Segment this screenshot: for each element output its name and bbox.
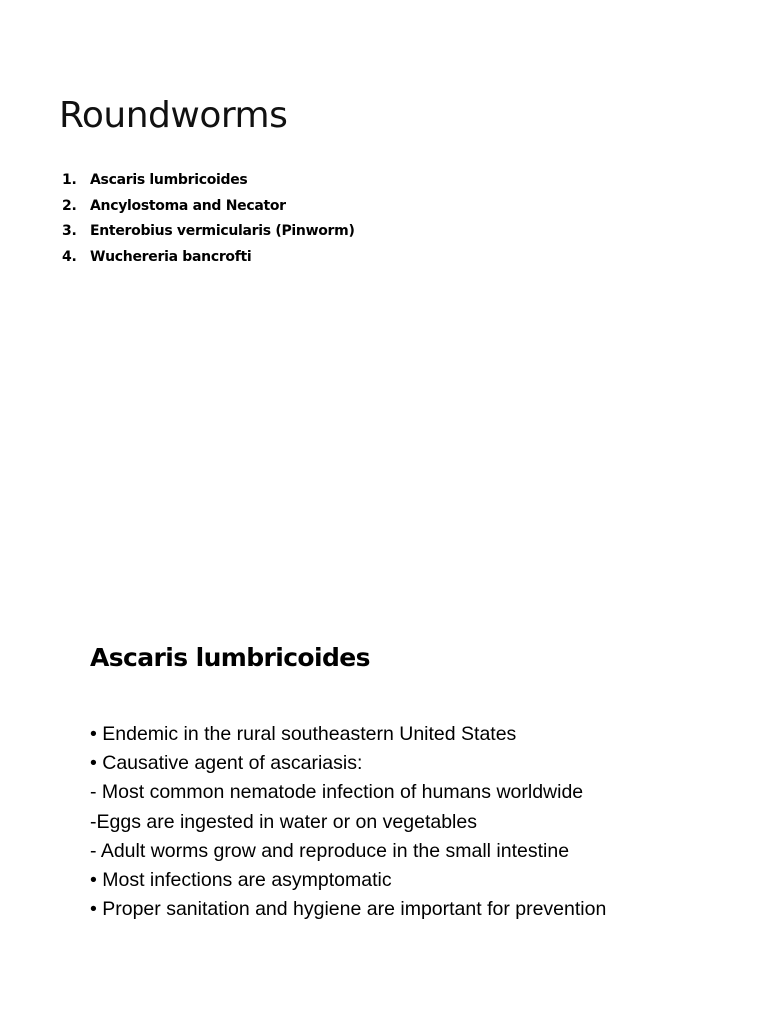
list-item-label: Enterobius vermicularis (Pinworm) (90, 223, 355, 240)
fact-line: -Eggs are ingested in water or on vegetables (90, 810, 477, 833)
list-item-number: 4. (62, 249, 77, 266)
fact-list (90, 720, 606, 924)
fact-line: • Most infections are asymptomatic (90, 868, 392, 891)
list-item-number: 1. (62, 172, 77, 188)
list-item-label: Ascaris lumbricoides (90, 172, 248, 188)
fact-line: • Proper sanitation and hygiene are important for prevention (90, 898, 607, 921)
page-title: Roundworms (59, 95, 288, 136)
fact-line: • Causative agent of ascariasis: (90, 752, 363, 775)
list-item-number: 2. (62, 197, 77, 214)
fact-line: • Endemic in the rural southeastern United States (90, 723, 517, 745)
roundworm-list (62, 168, 355, 271)
section-heading: Ascaris lumbricoides (90, 643, 370, 672)
list-item-number: 3. (62, 223, 77, 240)
fact-line: - Most common nematode infection of humans worldwide (90, 781, 584, 804)
list-item-label: Ancylostoma and Necator (90, 197, 286, 214)
list-item (62, 168, 355, 194)
fact-line: - Adult worms grow and reproduce in the small intestine (90, 839, 570, 862)
list-item-label: Wuchereria bancrofti (90, 249, 252, 266)
list-item (62, 194, 355, 220)
list-item (62, 245, 355, 271)
list-item (62, 219, 355, 245)
